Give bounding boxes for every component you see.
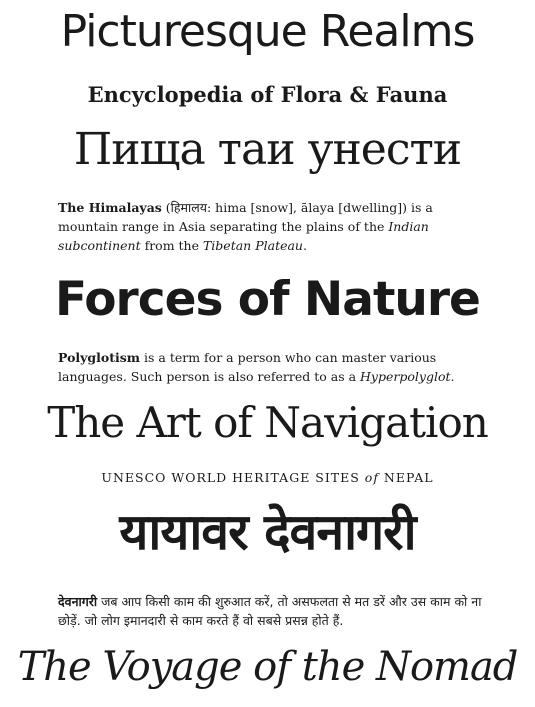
- paragraph-polyglotism-text2: .: [450, 369, 455, 384]
- paragraph-devanagari-bold: देवनागरी: [58, 594, 98, 609]
- heading-encyclopedia: Encyclopedia of Flora & Fauna: [87, 82, 448, 107]
- paragraph-himalayas-text3: .: [303, 238, 307, 253]
- paragraph-devanagari: [58, 592, 488, 630]
- paragraph-devanagari-text1: जब आप किसी काम की शुरुआत करें, तो असफलता से मत डरें और उस काम को ना छोड़ें. जो लोग इमानदारी से काम करते हैं वो सबसे प्रसन्न होते हैं.: [58, 594, 482, 628]
- heading-unesco-part1: UNESCO WORLD HERITAGE SITES: [101, 470, 365, 485]
- heading-cyrillic: Пища таи унести: [73, 124, 462, 175]
- paragraph-himalayas-italic2: Tibetan Plateau: [202, 238, 303, 253]
- heading-devanagari: यायावर देवनागरी: [119, 503, 416, 561]
- paragraph-polyglotism: [58, 348, 488, 386]
- heading-voyage-of-the-nomad: The Voyage of the Nomad: [17, 644, 518, 690]
- paragraph-himalayas-text1: (हिमालय: hima [snow], ālaya [dwelling]) is a mountain range in Asia separating the plains of the: [58, 200, 433, 234]
- paragraph-himalayas: [58, 198, 488, 255]
- heading-art-of-navigation: The Art of Navigation: [47, 398, 488, 447]
- heading-unesco-part2: NEPAL: [378, 470, 434, 485]
- paragraph-himalayas-text2: from the: [140, 238, 203, 253]
- heading-unesco-italic: of: [364, 470, 379, 485]
- paragraph-himalayas-italic1: Indian subcontinent: [58, 219, 429, 253]
- heading-unesco: [0, 470, 535, 485]
- paragraph-polyglotism-italic1: Hyperpolyglot: [360, 369, 451, 384]
- paragraph-polyglotism-bold: Polyglotism: [58, 350, 141, 365]
- paragraph-himalayas-bold: The Himalayas: [58, 200, 162, 215]
- paragraph-polyglotism-text1: is a term for a person who can master various languages. Such person is also referred to as a: [58, 350, 437, 384]
- heading-picturesque-realms: Picturesque Realms: [60, 6, 475, 57]
- heading-forces-of-nature: Forces of Nature: [55, 272, 480, 327]
